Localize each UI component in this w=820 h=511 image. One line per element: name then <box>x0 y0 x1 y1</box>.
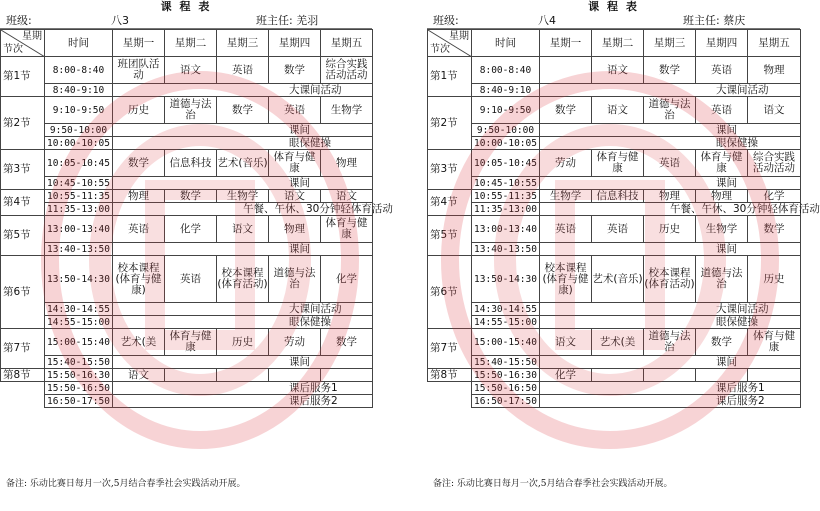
timetable-sheet-class-8-3 <box>0 0 393 489</box>
break-label: 课后服务2 <box>113 395 373 408</box>
timetable <box>0 29 393 408</box>
lesson-time: 10:55-11:35 <box>472 190 540 203</box>
lesson-cell: 生物学 <box>540 190 592 203</box>
lesson-time: 10:05-10:45 <box>472 150 540 177</box>
lesson-cell: 生物学 <box>321 97 373 124</box>
lesson-cell <box>321 369 373 382</box>
lesson-cell: 语文 <box>269 190 321 203</box>
sheet-title: 课 程 表 <box>588 0 639 13</box>
lesson-cell: 体育与健康 <box>592 150 644 177</box>
lesson-cell: 信息科技 <box>592 190 644 203</box>
table-row <box>428 150 801 177</box>
header-monday: 星期一 <box>113 30 165 57</box>
lesson-cell: 劳动 <box>269 329 321 356</box>
lesson-time: 15:00-15:40 <box>472 329 540 356</box>
lesson-cell: 校本课程(体育活动) <box>644 256 696 303</box>
head-teacher: 班主任: 蔡庆 <box>683 14 746 27</box>
lesson-cell: 英语 <box>165 256 217 303</box>
break-time: 16:50-17:50 <box>472 395 540 408</box>
class-name: 八4 <box>538 14 556 27</box>
break-label: 午餐、午休、30分钟轻体育活动 <box>540 203 801 216</box>
lesson-cell: 英语 <box>696 57 748 84</box>
break-row <box>1 203 373 216</box>
table-row <box>428 216 801 243</box>
corner-period-label: 节次 <box>430 44 450 55</box>
break-row <box>1 137 373 150</box>
head-teacher: 班主任: 羌羽 <box>256 14 319 27</box>
break-label: 课间 <box>540 177 801 190</box>
lesson-cell: 语文 <box>113 369 165 382</box>
lesson-cell <box>592 369 644 382</box>
lesson-cell: 体育与健康 <box>321 216 373 243</box>
break-label: 大课间活动 <box>540 303 801 316</box>
lesson-time: 8:00-8:40 <box>45 57 113 84</box>
period-label: 第3节 <box>1 150 45 190</box>
lesson-cell: 语文 <box>748 97 801 124</box>
break-time: 11:35-13:00 <box>45 203 113 216</box>
break-time: 10:00-10:05 <box>45 137 113 150</box>
lesson-cell <box>644 369 696 382</box>
lesson-cell: 校本课程(体育活动) <box>217 256 269 303</box>
break-label: 课间 <box>540 243 801 256</box>
table-row <box>428 97 801 124</box>
lesson-cell: 英语 <box>540 216 592 243</box>
class-label: 班级: <box>6 14 32 27</box>
lesson-cell: 历史 <box>217 329 269 356</box>
lesson-cell: 语文 <box>217 216 269 243</box>
lesson-cell: 语文 <box>165 57 217 84</box>
lesson-cell: 化学 <box>165 216 217 243</box>
timetable-sheet-class-8-4 <box>427 0 820 489</box>
break-label: 眼保健操 <box>540 316 801 329</box>
corner-cell <box>428 30 472 57</box>
table-row <box>1 256 373 303</box>
timetable <box>427 29 820 408</box>
corner-weekday-label: 星期 <box>449 31 469 42</box>
period-label: 第1节 <box>1 57 45 97</box>
lesson-cell: 化学 <box>321 256 373 303</box>
break-time: 11:35-13:00 <box>472 203 540 216</box>
lesson-cell: 艺术(美 <box>592 329 644 356</box>
break-label: 课间 <box>540 124 801 137</box>
break-label: 大课间活动 <box>113 303 373 316</box>
break-label: 课间 <box>113 124 373 137</box>
lesson-cell: 物理 <box>321 150 373 177</box>
lesson-cell: 英语 <box>644 150 696 177</box>
break-label: 课间 <box>113 356 373 369</box>
period-label: 第4节 <box>1 190 45 216</box>
lesson-cell: 物理 <box>113 190 165 203</box>
lesson-time: 13:00-13:40 <box>472 216 540 243</box>
lesson-time: 13:50-14:30 <box>472 256 540 303</box>
lesson-cell: 语文 <box>321 190 373 203</box>
lesson-cell: 体育与健康 <box>165 329 217 356</box>
class-name: 八3 <box>111 14 129 27</box>
lesson-cell: 道德与法治 <box>696 256 748 303</box>
sheet-title: 课 程 表 <box>160 0 212 13</box>
break-time: 14:30-14:55 <box>472 303 540 316</box>
lesson-cell: 物理 <box>696 190 748 203</box>
break-row <box>428 203 801 216</box>
lesson-cell: 化学 <box>748 190 801 203</box>
lesson-cell: 道德与法治 <box>644 97 696 124</box>
lesson-cell: 数学 <box>540 97 592 124</box>
break-time: 9:50-10:00 <box>472 124 540 137</box>
lesson-cell: 物理 <box>269 216 321 243</box>
break-time: 15:50-16:50 <box>472 382 540 395</box>
lesson-cell: 艺术(音乐) <box>217 150 269 177</box>
lesson-cell: 道德与法治 <box>269 256 321 303</box>
header-thursday: 星期四 <box>696 30 748 57</box>
corner-cell <box>1 30 45 57</box>
break-time: 8:40-9:10 <box>472 84 540 97</box>
lesson-time: 10:05-10:45 <box>45 150 113 177</box>
break-label: 课后服务2 <box>540 395 801 408</box>
break-time: 13:40-13:50 <box>472 243 540 256</box>
lesson-cell: 语文 <box>592 57 644 84</box>
lesson-cell: 数学 <box>696 329 748 356</box>
break-row <box>428 84 801 97</box>
period-label: 第5节 <box>428 216 472 256</box>
lesson-cell: 历史 <box>113 97 165 124</box>
break-time: 15:50-16:50 <box>45 382 113 395</box>
lesson-cell: 历史 <box>644 216 696 243</box>
lesson-cell: 数学 <box>165 190 217 203</box>
period-label: 第3节 <box>428 150 472 190</box>
lesson-cell: 生物学 <box>696 216 748 243</box>
lesson-time: 9:10-9:50 <box>472 97 540 124</box>
class-label: 班级: <box>433 14 459 27</box>
header-time: 时间 <box>45 30 113 57</box>
period-label: 第5节 <box>1 216 45 256</box>
break-row <box>1 356 373 369</box>
break-label: 课后服务1 <box>113 382 373 395</box>
break-label: 大课间活动 <box>113 84 373 97</box>
lesson-cell <box>165 369 217 382</box>
lesson-time: 15:00-15:40 <box>45 329 113 356</box>
break-row <box>428 137 801 150</box>
lesson-cell: 数学 <box>113 150 165 177</box>
lesson-cell: 英语 <box>696 97 748 124</box>
break-row <box>1 395 373 408</box>
lesson-cell: 班团队活动 <box>113 57 165 84</box>
break-label: 午餐、午休、30分钟轻体育活动 <box>113 203 373 216</box>
lesson-time: 13:50-14:30 <box>45 256 113 303</box>
break-time: 14:55-15:00 <box>472 316 540 329</box>
table-row <box>1 369 373 382</box>
lesson-cell <box>696 369 748 382</box>
break-row <box>1 303 373 316</box>
lesson-cell: 体育与健康 <box>269 150 321 177</box>
lesson-cell: 综合实践活动活动 <box>321 57 373 84</box>
header-row <box>1 30 373 57</box>
period-label: 第6节 <box>428 256 472 329</box>
break-time: 15:40-15:50 <box>472 356 540 369</box>
header-thursday: 星期四 <box>269 30 321 57</box>
header-row <box>428 30 801 57</box>
break-label: 眼保健操 <box>540 137 801 150</box>
table-row <box>428 256 801 303</box>
lesson-cell: 校本课程(体育与健康) <box>540 256 592 303</box>
lesson-cell: 化学 <box>540 369 592 382</box>
break-row <box>428 316 801 329</box>
break-time: 13:40-13:50 <box>45 243 113 256</box>
header-friday: 星期五 <box>748 30 801 57</box>
break-row <box>428 303 801 316</box>
break-row <box>428 177 801 190</box>
header-monday: 星期一 <box>540 30 592 57</box>
footnote: 备注: 乐动比赛日每月一次,5月结合春季社会实践活动开展。 <box>6 479 246 489</box>
lesson-time: 8:00-8:40 <box>472 57 540 84</box>
period-label: 第8节 <box>1 369 45 382</box>
break-row <box>428 243 801 256</box>
lesson-cell: 语文 <box>540 329 592 356</box>
lesson-cell <box>748 369 801 382</box>
break-label: 大课间活动 <box>540 84 801 97</box>
lesson-cell: 信息科技 <box>165 150 217 177</box>
lesson-cell: 数学 <box>748 216 801 243</box>
table-row <box>428 57 801 84</box>
break-row <box>428 382 801 395</box>
table-row <box>1 97 373 124</box>
lesson-cell: 生物学 <box>217 190 269 203</box>
table-row <box>1 57 373 84</box>
lesson-time: 13:00-13:40 <box>45 216 113 243</box>
lesson-cell: 艺术(音乐) <box>592 256 644 303</box>
lesson-cell: 数学 <box>321 329 373 356</box>
break-time: 9:50-10:00 <box>45 124 113 137</box>
break-row <box>428 356 801 369</box>
period-label: 第7节 <box>1 329 45 369</box>
lesson-cell: 英语 <box>113 216 165 243</box>
header-tuesday: 星期二 <box>592 30 644 57</box>
break-row <box>428 395 801 408</box>
header-time: 时间 <box>472 30 540 57</box>
break-label: 眼保健操 <box>113 316 373 329</box>
lesson-cell: 道德与法治 <box>644 329 696 356</box>
lesson-time: 10:55-11:35 <box>45 190 113 203</box>
break-time: 10:45-10:55 <box>472 177 540 190</box>
break-row <box>428 124 801 137</box>
footnote: 备注: 乐动比赛日每月一次,5月结合春季社会实践活动开展。 <box>433 479 673 489</box>
sheet-info-row <box>427 14 800 29</box>
period-label: 第6节 <box>1 256 45 329</box>
period-label: 第1节 <box>428 57 472 97</box>
lesson-cell: 道德与法治 <box>165 97 217 124</box>
lesson-cell: 体育与健康 <box>696 150 748 177</box>
break-row <box>1 124 373 137</box>
corner-weekday-label: 星期 <box>22 31 42 42</box>
break-time: 10:00-10:05 <box>472 137 540 150</box>
table-row <box>428 190 801 203</box>
table-row <box>1 150 373 177</box>
break-label: 眼保健操 <box>113 137 373 150</box>
lesson-cell: 体育与健康 <box>748 329 801 356</box>
period-label: 第4节 <box>428 190 472 216</box>
header-friday: 星期五 <box>321 30 373 57</box>
break-time: 16:50-17:50 <box>45 395 113 408</box>
sheet-info-row <box>0 14 372 29</box>
break-row <box>1 177 373 190</box>
header-wednesday: 星期三 <box>644 30 696 57</box>
break-row <box>1 316 373 329</box>
lesson-cell: 历史 <box>748 256 801 303</box>
break-row <box>1 243 373 256</box>
period-label: 第8节 <box>428 369 472 382</box>
break-label: 课间 <box>540 356 801 369</box>
lesson-cell: 英语 <box>592 216 644 243</box>
lesson-time: 15:50-16:30 <box>472 369 540 382</box>
lesson-cell: 校本课程(体育与健康) <box>113 256 165 303</box>
lesson-time: 15:50-16:30 <box>45 369 113 382</box>
break-time: 8:40-9:10 <box>45 84 113 97</box>
lesson-cell: 劳动 <box>540 150 592 177</box>
lesson-cell: 语文 <box>592 97 644 124</box>
table-row <box>1 216 373 243</box>
lesson-cell: 数学 <box>269 57 321 84</box>
break-row <box>1 382 373 395</box>
break-row <box>1 84 373 97</box>
lesson-time: 9:10-9:50 <box>45 97 113 124</box>
lesson-cell: 物理 <box>748 57 801 84</box>
break-label: 课后服务1 <box>540 382 801 395</box>
lesson-cell: 英语 <box>217 57 269 84</box>
lesson-cell: 艺术(美 <box>113 329 165 356</box>
lesson-cell: 物理 <box>644 190 696 203</box>
lesson-cell: 综合实践活动活动 <box>748 150 801 177</box>
lesson-cell <box>217 369 269 382</box>
table-row <box>1 190 373 203</box>
header-tuesday: 星期二 <box>165 30 217 57</box>
break-time: 15:40-15:50 <box>45 356 113 369</box>
period-label: 第2节 <box>428 97 472 150</box>
break-label: 课间 <box>113 243 373 256</box>
table-row <box>428 369 801 382</box>
period-label: 第2节 <box>1 97 45 150</box>
corner-period-label: 节次 <box>3 44 23 55</box>
break-time: 14:55-15:00 <box>45 316 113 329</box>
table-row <box>428 329 801 356</box>
lesson-cell <box>540 57 592 84</box>
break-time: 14:30-14:55 <box>45 303 113 316</box>
header-wednesday: 星期三 <box>217 30 269 57</box>
break-label: 课间 <box>113 177 373 190</box>
lesson-cell: 英语 <box>269 97 321 124</box>
lesson-cell: 数学 <box>217 97 269 124</box>
break-time: 10:45-10:55 <box>45 177 113 190</box>
table-row <box>1 329 373 356</box>
lesson-cell <box>269 369 321 382</box>
period-label: 第7节 <box>428 329 472 369</box>
lesson-cell: 数学 <box>644 57 696 84</box>
